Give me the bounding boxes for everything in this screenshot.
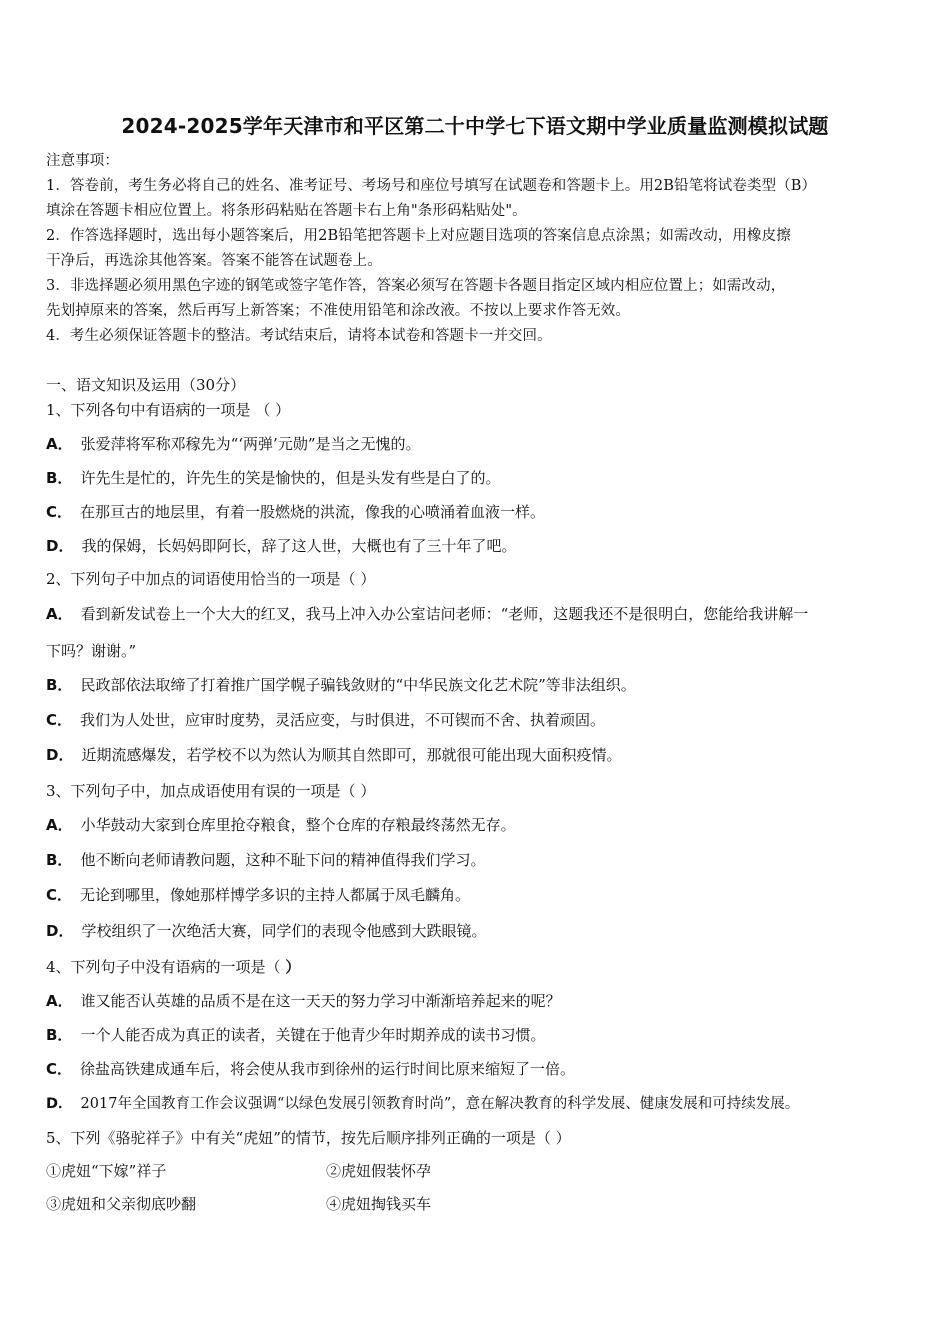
q1-option-c	[46, 501, 906, 523]
q2-option-a-continued: 下吗？谢谢。”	[46, 642, 137, 660]
q2-option-d	[46, 744, 906, 766]
option-label: A．	[46, 992, 73, 1010]
stem-text: 4、下列句子中没有语病的一项是（	[46, 958, 286, 976]
option-label: B．	[46, 676, 73, 694]
option-text: 一个人能否成为真正的读者，关键在于他青少年时期养成的读书习惯。	[80, 1026, 546, 1044]
section-heading: 一、语文知识及运用（30分）	[46, 376, 246, 394]
q5-item: ①虎妞“下嫁”祥子	[46, 1162, 167, 1180]
notice-line: 干净后，再选涂其他答案。答案不能答在试题卷上。	[46, 253, 382, 269]
option-text: 徐盐高铁建成通车后，将会使从我市到徐州的运行时间比原来缩短了一倍。	[80, 1060, 576, 1078]
q3-option-d	[46, 920, 906, 942]
option-label: D．	[46, 922, 74, 940]
stem-paren: ）	[285, 958, 301, 976]
option-label: C．	[46, 503, 73, 521]
q5-item: ②虎妞假装怀孕	[326, 1162, 432, 1180]
option-text: 我们为人处世，应审时度势，灵活应变，与时俱进，不可锲而不舍、执着顽固。	[80, 711, 606, 729]
option-label: C．	[46, 711, 73, 729]
option-label: C．	[46, 1060, 73, 1078]
option-label: A．	[46, 605, 73, 623]
q4-option-a	[46, 990, 906, 1012]
q4-option-c	[46, 1058, 906, 1080]
option-label: B．	[46, 1026, 73, 1044]
q1-option-b	[46, 467, 906, 489]
option-text: 学校组织了一次绝活大赛，同学们的表现令他感到大跌眼镜。	[81, 922, 487, 940]
q4-option-b	[46, 1024, 906, 1046]
option-label: A．	[46, 435, 73, 453]
option-label: C．	[46, 886, 73, 904]
q5-item-row	[46, 1160, 906, 1182]
q2-option-b	[46, 674, 906, 696]
q2-option-a	[46, 603, 906, 625]
notice-line: 先划掉原来的答案，然后再写上新答案；不准使用铅笔和涂改液。不按以上要求作答无效。	[46, 303, 630, 319]
option-text: 近期流感爆发，若学校不以为然认为顺其自然即可，那就很可能出现大面积疫情。	[81, 746, 622, 764]
question-3-stem: 3、下列句子中，加点成语使用有误的一项是（ ）	[46, 782, 376, 800]
option-text: 他不断向老师请教问题，这种不耻下问的精神值得我们学习。	[80, 851, 486, 869]
option-label: B．	[46, 851, 73, 869]
notice-line: 填涂在答题卡相应位置上。将条形码粘贴在答题卡右上角"条形码粘贴处"。	[46, 203, 527, 219]
q3-option-b	[46, 849, 906, 871]
option-text: 许先生是忙的，许先生的笑是愉快的，但是头发有些是白了的。	[80, 469, 501, 487]
option-text: 民政部依法取缔了打着推广国学幌子骗钱敛财的“中华民族文化艺术院”等非法组织。	[80, 676, 636, 694]
option-text: 在那亘古的地层里，有着一股燃烧的洪流，像我的心喷涌着血液一样。	[80, 503, 546, 521]
q4-option-d	[46, 1093, 906, 1115]
notice-heading: 注意事项：	[46, 153, 119, 169]
q5-item-row	[46, 1193, 906, 1215]
question-1-stem: 1、下列各句中有语病的一项是 （ ）	[46, 401, 291, 419]
option-text: 无论到哪里，像她那样博学多识的主持人都属于凤毛麟角。	[80, 886, 471, 904]
q5-item: ④虎妞掏钱买车	[326, 1195, 432, 1213]
question-2-stem: 2、下列句子中加点的词语使用恰当的一项是（ ）	[46, 570, 376, 588]
notice-line: 2．作答选择题时，选出每小题答案后，用2B铅笔把答题卡上对应题目选项的答案信息点涂黑；如需改动，用橡皮擦	[46, 228, 791, 244]
page-title: 2024-2025学年天津市和平区第二十中学七下语文期中学业质量监测模拟试题	[121, 114, 829, 138]
option-text: 我的保姆，长妈妈即阿长，辞了这人世，大概也有了三十年了吧。	[81, 537, 517, 555]
option-label: A．	[46, 816, 73, 834]
option-label: B．	[46, 469, 73, 487]
q1-option-a	[46, 433, 906, 455]
q3-option-c	[46, 884, 906, 906]
notice-line: 4．考生必须保证答题卡的整洁。考试结束后，请将本试卷和答题卡一并交回。	[46, 328, 552, 344]
notice-line: 1．答卷前，考生务必将自己的姓名、准考证号、考场号和座位号填写在试题卷和答题卡上。用2B铅笔将试卷类型（B）	[46, 178, 817, 194]
option-text: 张爱萍将军称邓稼先为“‘两弹’元勋”是当之无愧的。	[80, 435, 421, 453]
option-text: 看到新发试卷上一个大大的红叉，我马上冲入办公室诘问老师：“老师，这题我还不是很明白，您能给我讲解一	[80, 605, 809, 623]
option-label: D．	[46, 746, 74, 764]
q5-item: ③虎妞和父亲彻底吵翻	[46, 1195, 197, 1213]
option-label: D．	[46, 537, 74, 555]
question-5-stem: 5、下列《骆驼祥子》中有关“虎妞”的情节，按先后顺序排列正确的一项是（ ）	[46, 1129, 571, 1147]
q1-option-d	[46, 535, 906, 557]
notice-line: 3．非选择题必须用黑色字迹的钢笔或签字笔作答，答案必须写在答题卡各题目指定区域内相应位置上；如需改动，	[46, 278, 786, 294]
question-4-stem	[46, 956, 906, 978]
q3-option-a	[46, 814, 906, 836]
option-text: 2017年全国教育工作会议强调“以绿色发展引领教育时尚”，意在解决教育的科学发展、健康发展和可持续发展。	[80, 1096, 800, 1112]
option-label: D．	[46, 1096, 73, 1112]
q2-option-c	[46, 709, 906, 731]
option-text: 小华鼓动大家到仓库里抢夺粮食，整个仓库的存粮最终荡然无存。	[80, 816, 516, 834]
option-text: 谁又能否认英雄的品质不是在这一天天的努力学习中渐渐培养起来的呢？	[80, 992, 561, 1010]
